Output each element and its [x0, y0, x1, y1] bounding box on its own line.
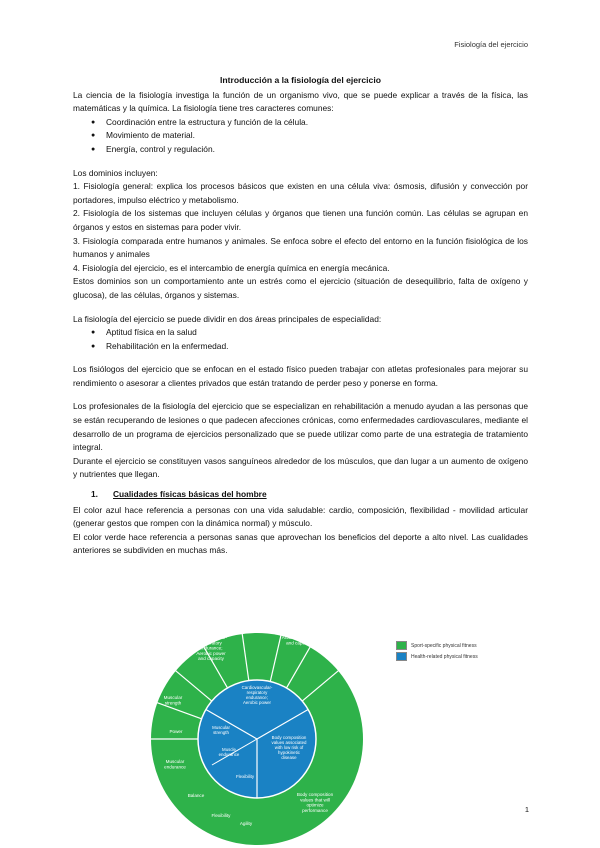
outer-label-cardio: Cardiovascular-respiratory endurance; Aerobic power and capacity — [194, 635, 228, 662]
outer-label-flexibility: Flexibility — [211, 813, 231, 818]
legend-swatch-blue — [396, 652, 407, 661]
outer-label-power: Power — [169, 729, 183, 734]
legend-item — [396, 651, 478, 662]
durante-paragraph: Durante el ejercicio se constituyen vasos sanguíneos alrededor de los músculos, que dan lugar a un aumento de oxígeno y nutrientes que llegan. — [73, 455, 528, 480]
legend-swatch-green — [396, 641, 407, 650]
document-body — [73, 74, 528, 558]
section-number: 1. — [91, 489, 98, 500]
outer-label-muscular-endurance: Muscular endurance — [164, 759, 186, 770]
intro-paragraph: La ciencia de la fisiología investiga la función de un organismo vivo, que se puede explicar a través de la física, las matemáticas y la química. La fisiología tiene tres caracteres comunes: — [73, 89, 528, 114]
outer-label-balance: Balance — [187, 793, 205, 798]
inner-label-body-composition: Body composition values associated with low risk of hypokinetic disease — [271, 735, 307, 761]
fisiologos-paragraph: Los fisiólogos del ejercicio que se enfocan en el estado físico pueden trabajar con atletas profesionales para mejorar su rendimiento o asesorar a clientes privados que están tratando de perder peso y ponerse en forma. — [73, 364, 528, 388]
wheel-geometry — [149, 632, 363, 845]
areas-intro: La fisiología del ejercicio se puede dividir en dos áreas principales de especialidad: — [73, 313, 382, 324]
outer-label-agility: Agility — [239, 821, 253, 826]
inner-label-cardio: Cardiovascular-respiratory endurance; Aerobic power — [241, 685, 273, 706]
list-item: ● Aptitud física en la salud — [91, 326, 528, 340]
characters-list — [73, 116, 528, 157]
list-item: ● Movimiento de material. — [91, 129, 528, 143]
list-item: ● Rehabilitación en la enfermedad. — [91, 340, 528, 354]
fitness-wheel-svg — [149, 621, 365, 848]
section-heading — [91, 488, 528, 502]
inner-label-muscular-strength: Muscular strength — [212, 725, 230, 736]
fitness-wheel-figure — [149, 621, 365, 848]
domains-intro: Los dominios incluyen: — [73, 167, 158, 178]
list-item: ● Energía, control y regulación. — [91, 143, 528, 157]
domain-item: 4. Fisiología del ejercicio, es el intercambio de energía química en energía mecánica. — [73, 262, 390, 273]
domains-note: Estos dominios son un comportamiento ante un estrés como el ejercicio (situación de desequilibrio, falta de oxígeno y glucosa), de las células, órganos y sistemas. — [73, 276, 528, 300]
inner-label-muscle-endurance: Muscle endurance — [218, 747, 240, 758]
areas-list — [73, 326, 528, 353]
section-title: Cualidades físicas básicas del hombre — [113, 489, 267, 500]
page-number: 1 — [524, 805, 529, 814]
inner-label-flexibility: Flexibility — [235, 774, 255, 779]
profesionales-paragraph: Los profesionales de la fisiología del ejercicio que se especializan en rehabilitación a menudo ayudan a las personas que se están recuperando de lesiones o que padecen afecciones crónicas, como enfermedades cardiovasculares, mediante el desarrollo de un programa de ejercicios personalizado que se puede utilizar como parte de una estrategia de tratamiento integral. — [73, 401, 528, 453]
domain-item: 3. Fisiología comparada entre humanos y animales. Se enfoca sobre el efecto del entorno en la función fisiológica de los humanos y animales — [73, 235, 528, 260]
page-header: Fisiología del ejercicio — [454, 40, 528, 49]
outer-label-muscular-strength: Muscular strength — [163, 695, 183, 706]
document-title: Introducción a la fisiología del ejercicio — [220, 75, 381, 85]
azul-paragraph: El color azul hace referencia a personas con una vida saludable: cardio, composición, flexibilidad - movilidad articular (generar gestos que rompen con la dinámica normal) y músculo. — [73, 504, 528, 529]
figure-legend — [396, 640, 478, 662]
outer-label-body-performance: Body composition values that will optimize performance — [296, 792, 334, 813]
domain-item: 1. Fisiología general: explica los procesos básicos que existen en una célula viva: ósmosis, difusión y convección por portadores, impulso eléctrico y metabolismo. — [73, 181, 528, 205]
domain-item: 2. Fisiología de los sistemas que incluyen células y órganos que tienen una función común. Las células se agrupan en órganos y estos en sistemas para poder vivir. — [73, 208, 528, 232]
legend-label: Health-related physical fitness — [411, 653, 478, 660]
legend-item — [396, 640, 478, 651]
legend-label: Sport-specific physical fitness — [411, 642, 477, 649]
verde-paragraph: El color verde hace referencia a personas sanas que aprovechan los beneficios del deporte a alto nivel. Las cualidades anteriores se subdividen en muchas más. — [73, 531, 528, 556]
outer-label-anaerobic: Anaerobic power and capacity — [281, 635, 317, 646]
list-item: ● Coordinación entre la estructura y función de la célula. — [91, 116, 528, 130]
